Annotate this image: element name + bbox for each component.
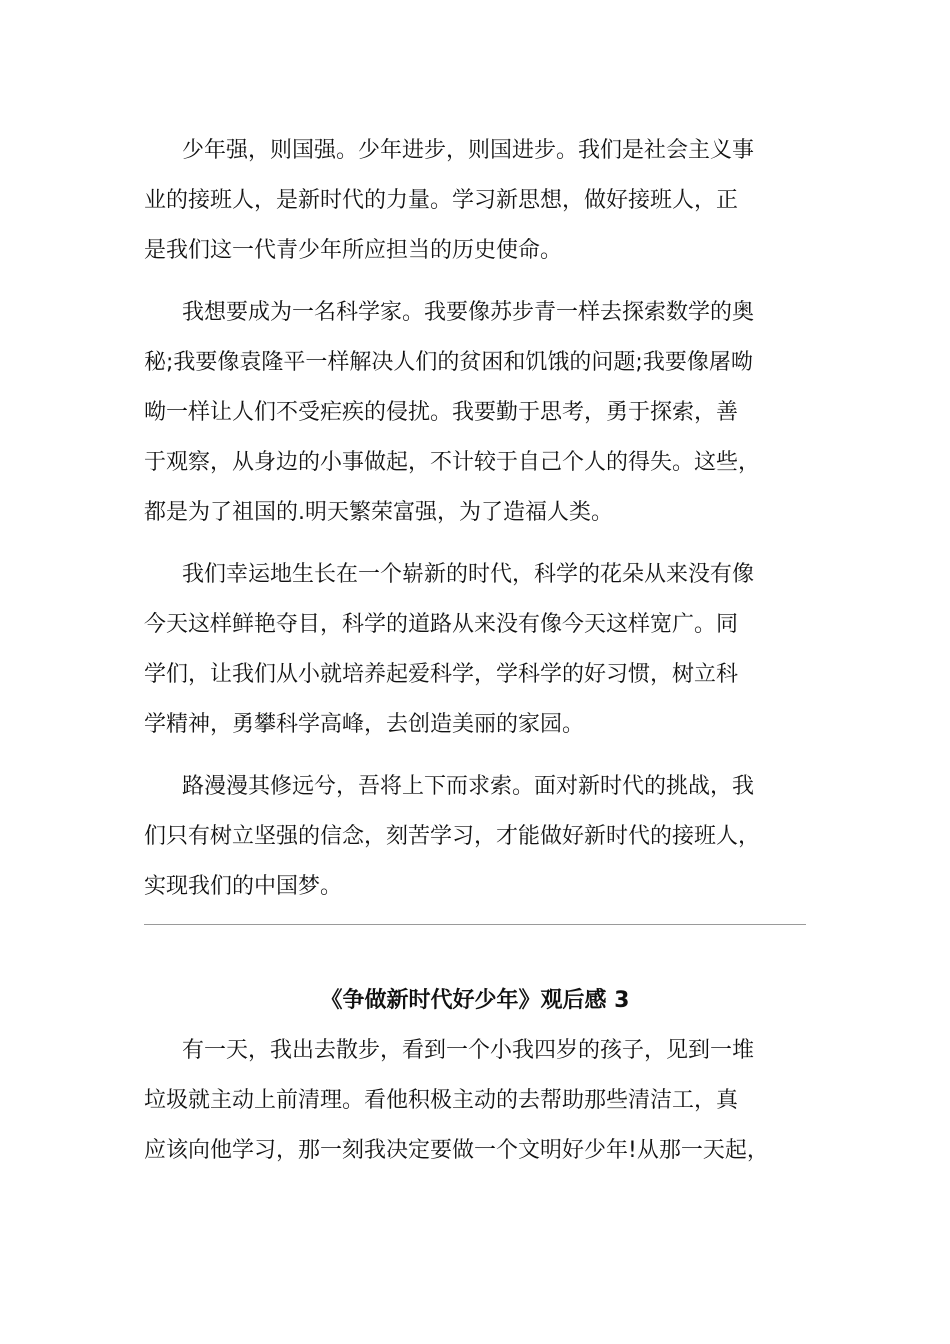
section-heading: 《争做新时代好少年》观后感 3: [320, 988, 630, 1013]
paragraph-line: 学们，让我们从小就培养起爱科学，学科学的好习惯，树立科: [144, 662, 739, 687]
paragraph-line: 我们幸运地生长在一个崭新的时代，科学的花朵从来没有像: [182, 562, 755, 587]
paragraph-line: 实现我们的中国梦。: [144, 874, 343, 899]
paragraph-3: [144, 550, 824, 750]
paragraph-4: [144, 762, 824, 912]
paragraph-2: [144, 288, 824, 538]
paragraph-line: 有一天，我出去散步，看到一个小我四岁的孩子，见到一堆: [182, 1038, 755, 1063]
paragraph-line: 路漫漫其修远兮，吾将上下而求索。面对新时代的挑战，我: [182, 774, 755, 799]
section-paragraph: [144, 1026, 824, 1176]
section-divider: [144, 924, 806, 925]
paragraph-line: 今天这样鲜艳夺目，科学的道路从来没有像今天这样宽广。同: [144, 612, 739, 637]
paragraph-line: 垃圾就主动上前清理。看他积极主动的去帮助那些清洁工，真: [144, 1088, 739, 1113]
paragraph-line: 秘;我要像袁隆平一样解决人们的贫困和饥饿的问题;我要像屠呦: [144, 350, 753, 375]
paragraph-line: 应该向他学习，那一刻我决定要做一个文明好少年!从那一天起，: [144, 1138, 769, 1163]
paragraph-line: 们只有树立坚强的信念，刻苦学习，才能做好新时代的接班人，: [144, 824, 761, 849]
paragraph-line: 业的接班人，是新时代的力量。学习新思想，做好接班人，正: [144, 188, 739, 213]
paragraph-line: 于观察，从身边的小事做起，不计较于自己个人的得失。这些，: [144, 450, 761, 475]
paragraph-1: [144, 126, 824, 276]
paragraph-line: 少年强，则国强。少年进步，则国进步。我们是社会主义事: [182, 138, 755, 163]
paragraph-line: 学精神，勇攀科学高峰，去创造美丽的家园。: [144, 712, 585, 737]
paragraph-line: 是我们这一代青少年所应担当的历史使命。: [144, 238, 563, 263]
paragraph-line: 我想要成为一名科学家。我要像苏步青一样去探索数学的奥: [182, 300, 755, 325]
paragraph-line: 都是为了祖国的.明天繁荣富强，为了造福人类。: [144, 500, 613, 525]
paragraph-line: 呦一样让人们不受疟疾的侵扰。我要勤于思考，勇于探索，善: [144, 400, 739, 425]
